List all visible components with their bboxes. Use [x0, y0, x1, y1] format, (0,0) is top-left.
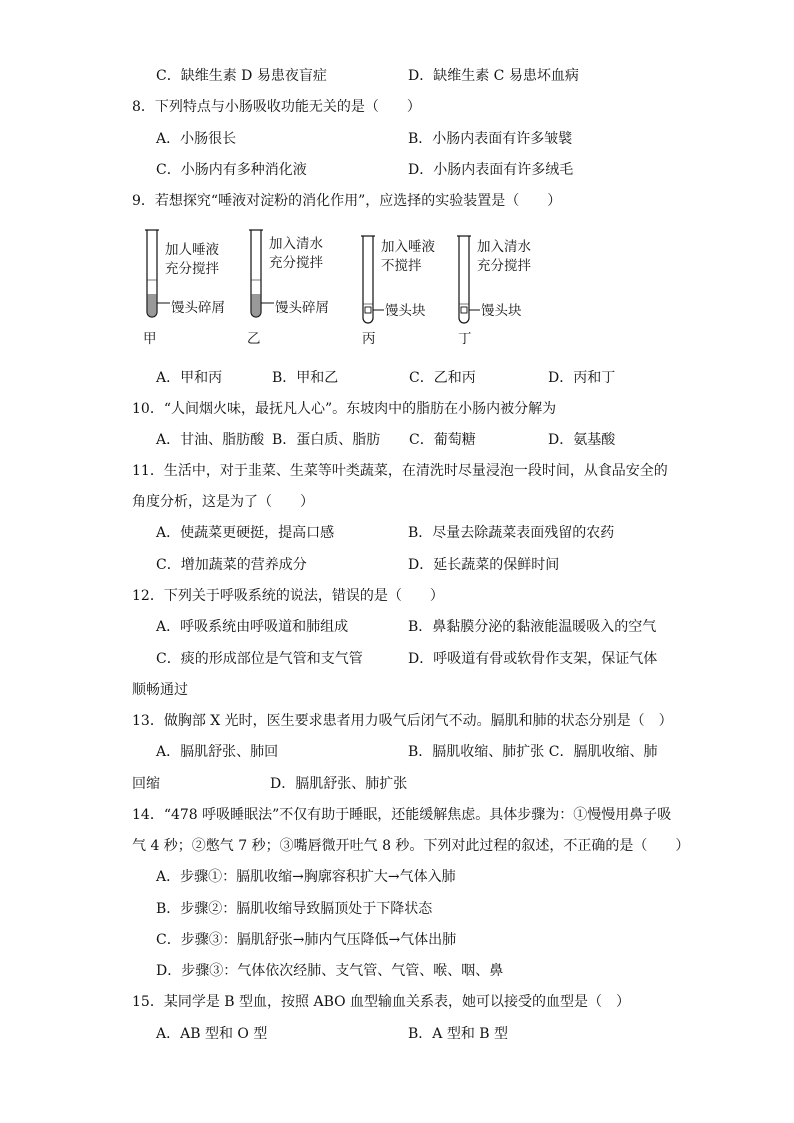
- tube-label-line2: 充分搅拌: [165, 261, 219, 277]
- q14-option-d: D．步骤③：气体依次经肺、支气管、气管、喉、咽、鼻: [156, 963, 504, 979]
- tube-outline: [363, 236, 373, 323]
- q11-stem-line1: 11．生活中，对于韭菜、生菜等叶类蔬菜，在清洗时尽量浸泡一段时间，从食品安全的: [132, 463, 668, 479]
- q11-option-a: A．使蔬菜更硬挺，提高口感: [156, 525, 335, 541]
- tube-label-line1: 加入清水: [477, 239, 531, 255]
- q8-option-b: B．小肠内表面有许多皱襞: [408, 131, 573, 147]
- q12-option-b: B．鼻黏膜分泌的黏液能温暖吸入的空气: [408, 619, 657, 635]
- q11-option-d: D．延长蔬菜的保鲜时间: [408, 557, 560, 573]
- q14-stem-line2: 气 4 秒；②憋气 7 秒；③嘴唇微开吐气 8 秒。下列对此过程的叙述，不正确的是（ ）: [132, 838, 690, 854]
- q15-stem: 15．某同学是 B 型血，按照 ABO 血型输血关系表，她可以接受的血型是（ ）: [132, 994, 631, 1010]
- q14-option-b: B．步骤②：膈肌收缩导致膈顶处于下降状态: [156, 901, 433, 917]
- q8-option-d: D．小肠内表面有许多绒毛: [408, 162, 574, 178]
- tube-name: 丙: [362, 331, 376, 347]
- bread-crumbs-fill: [252, 294, 261, 317]
- tube-outline: [459, 236, 469, 323]
- test-tube-yi: [247, 230, 329, 347]
- test-tube-jia: [143, 230, 225, 347]
- tube-name: 丁: [458, 331, 472, 347]
- q11-option-b: B．尽量去除蔬菜表面残留的农药: [408, 525, 615, 541]
- test-tube-ding: [457, 236, 531, 347]
- q13-stem: 13．做胸部 X 光时，医生要求患者用力吸气后闭气不动。膈肌和肺的状态分别是（ ）: [132, 713, 673, 729]
- q14-option-a: A．步骤①：膈肌收缩→胸廓容积扩大→气体入肺: [156, 869, 456, 885]
- q10-stem: 10．“人间烟火味，最抚凡人心”。东坡肉中的脂肪在小肠内被分解为: [132, 401, 557, 417]
- q15-option-b: B．A 型和 B 型: [408, 1026, 509, 1042]
- tube-name: 乙: [247, 331, 261, 347]
- q8-stem: 8．下列特点与小肠吸收功能无关的是（ ）: [132, 99, 421, 115]
- tube-contents-label: 馒头块: [481, 303, 522, 319]
- q8-option-a: A．小肠很长: [156, 131, 237, 147]
- q13-option-continued: 回缩: [132, 776, 160, 792]
- bread-block: [365, 307, 371, 313]
- q10-option-b: B．蛋白质、脂肪: [272, 432, 381, 448]
- q10-option-c: C．葡萄糖: [409, 432, 476, 448]
- q12-option-d-continued: 顺畅通过: [132, 682, 188, 698]
- q9-option-c: C．乙和丙: [409, 370, 476, 386]
- tube-label-line2: 充分搅拌: [269, 255, 323, 271]
- tube-name: 甲: [143, 331, 157, 347]
- bread-crumbs-fill: [148, 294, 157, 317]
- q10-option-a: A．甘油、脂肪酸: [156, 432, 265, 448]
- q9-stem: 9．若想探究“唾液对淀粉的消化作用”，应选择的实验装置是（ ）: [132, 193, 562, 209]
- q15-option-a: A．AB 型和 O 型: [156, 1026, 268, 1042]
- q9-option-b: B．甲和乙: [272, 370, 339, 386]
- q11-option-c: C．增加蔬菜的营养成分: [156, 557, 307, 573]
- q14-stem-line1: 14．“478 呼吸睡眠法”不仅有助于睡眠，还能缓解焦虑。具体步骤为：①慢慢用鼻子吸: [132, 807, 672, 823]
- q9-option-d: D．丙和丁: [548, 370, 616, 386]
- tube-label-line2: 充分搅拌: [477, 258, 531, 274]
- tube-contents-label: 馒头碎屑: [171, 300, 225, 316]
- q7-option-d: D．缺维生素 C 易患坏血病: [408, 68, 579, 84]
- q9-option-a: A．甲和丙: [156, 370, 223, 386]
- q13-option-a: A．膈肌舒张、肺回: [156, 744, 279, 760]
- tube-label-line1: 加入清水: [269, 236, 323, 252]
- q12-option-c: C．痰的形成部位是气管和支气管: [156, 651, 363, 667]
- q10-option-d: D．氨基酸: [548, 432, 616, 448]
- q12-option-d: D．呼吸道有骨或软骨作支架，保证气体: [408, 651, 658, 667]
- q7-option-c: C．缺维生素 D 易患夜盲症: [156, 68, 327, 84]
- q8-option-c: C．小肠内有多种消化液: [156, 162, 307, 178]
- tube-contents-label: 馒头碎屑: [275, 300, 329, 316]
- q12-stem: 12．下列关于呼吸系统的说法，错误的是（ ）: [132, 588, 444, 604]
- test-tube-diagram: [140, 226, 560, 350]
- q12-option-a: A．呼吸系统由呼吸道和肺组成: [156, 619, 349, 635]
- test-tube-bing: [361, 236, 435, 347]
- bread-block: [461, 307, 467, 313]
- tube-label-line2: 不搅拌: [381, 258, 422, 274]
- tube-label-line1: 加入唾液: [381, 239, 435, 255]
- tube-contents-label: 馒头块: [385, 303, 426, 319]
- q14-option-c: C．步骤③：膈肌舒张→肺内气压降低→气体出肺: [156, 932, 457, 948]
- tube-label-line1: 加人唾液: [165, 242, 219, 258]
- q13-option-b-c: B．膈肌收缩、肺扩张 C．膈肌收缩、肺: [408, 744, 658, 760]
- q13-option-d: D．膈肌舒张、肺扩张: [270, 776, 408, 792]
- q11-stem-line2: 角度分析，这是为了（ ）: [132, 494, 314, 510]
